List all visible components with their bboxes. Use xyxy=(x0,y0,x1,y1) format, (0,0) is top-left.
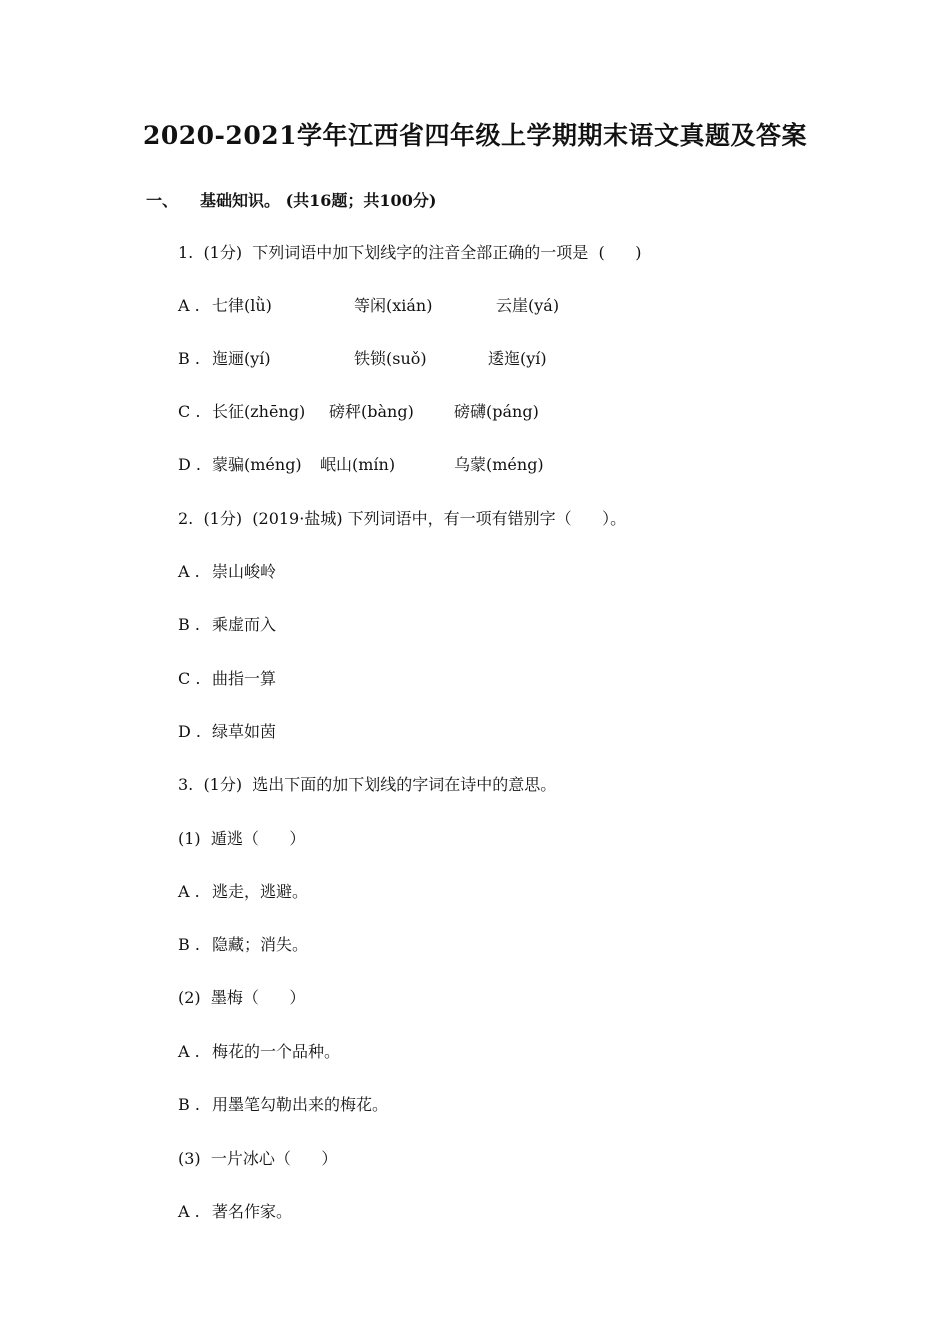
option-letter: D . xyxy=(178,722,201,741)
q1-stem: 1. (1分) 下列词语中加下划线字的注音全部正确的一项是 ( ) xyxy=(178,243,642,262)
option-letter: A . xyxy=(178,296,200,315)
option-word: 云崖(yá) xyxy=(496,296,560,315)
option-letter: C . xyxy=(178,402,201,421)
q3-sub1-option-b xyxy=(178,934,308,956)
q1-option-b xyxy=(178,348,778,370)
option-word: 长征(zhēng) xyxy=(212,402,306,421)
option-text: 逃走，逃避。 xyxy=(212,882,309,901)
q3-sub2-option-b xyxy=(178,1094,388,1116)
option-text: 著名作家。 xyxy=(212,1202,293,1221)
option-word: 铁锁(suǒ) xyxy=(354,349,427,368)
option-text: 隐藏；消失。 xyxy=(212,935,309,954)
q1-option-c xyxy=(178,401,778,423)
section-number: 一、 xyxy=(146,191,179,210)
q3-stem: 3. (1分) 选出下面的加下划线的字词在诗中的意思。 xyxy=(178,775,557,794)
option-letter: A . xyxy=(178,1202,200,1221)
option-letter: A . xyxy=(178,562,200,581)
option-text: 绿草如茵 xyxy=(212,722,277,741)
option-letter: D . xyxy=(178,455,201,474)
option-letter: B . xyxy=(178,615,200,634)
option-letter: B . xyxy=(178,349,200,368)
option-word: 磅秤(bàng) xyxy=(329,402,414,421)
option-letter: B . xyxy=(178,935,200,954)
option-word: 逶迤(yí) xyxy=(488,349,547,368)
option-letter: C . xyxy=(178,669,201,688)
option-letter: B . xyxy=(178,1095,200,1114)
q3-sub2-option-a xyxy=(178,1041,340,1063)
q1-option-a xyxy=(178,295,778,317)
q1-option-d xyxy=(178,454,778,476)
option-word: 七律(lǜ) xyxy=(212,296,272,315)
q2-option-b xyxy=(178,614,276,636)
q2-option-c xyxy=(178,668,276,690)
q3-sub1: (1) 遁逃（ ） xyxy=(178,829,306,848)
option-word: 等闲(xián) xyxy=(354,296,433,315)
q2-option-a xyxy=(178,561,276,583)
q3-sub1-option-a xyxy=(178,881,308,903)
option-letter: A . xyxy=(178,1042,200,1061)
option-letter: A . xyxy=(178,882,200,901)
option-text: 崇山峻岭 xyxy=(212,562,277,581)
option-text: 曲指一算 xyxy=(212,669,277,688)
q3-sub3: (3) 一片冰心（ ） xyxy=(178,1149,338,1168)
q2-option-d xyxy=(178,721,276,743)
section-heading xyxy=(146,188,436,211)
option-text: 用墨笔勾勒出来的梅花。 xyxy=(212,1095,389,1114)
document-title: 2020-2021学年江西省四年级上学期期末语文真题及答案 xyxy=(142,121,808,150)
option-word: 岷山(mín) xyxy=(320,455,396,474)
option-word: 磅礴(páng) xyxy=(454,402,539,421)
q2-stem: 2. (1分) (2019·盐城) 下列词语中，有一项有错别字（ ）。 xyxy=(178,509,627,528)
option-text: 梅花的一个品种。 xyxy=(212,1042,341,1061)
q3-sub2: (2) 墨梅（ ） xyxy=(178,988,306,1007)
option-word: 乌蒙(méng) xyxy=(454,455,544,474)
q3-sub3-option-a xyxy=(178,1201,292,1223)
option-word: 蒙骗(méng) xyxy=(212,455,302,474)
section-title: 基础知识。 (共16题；共100分) xyxy=(200,191,437,210)
option-word: 迤逦(yí) xyxy=(212,349,271,368)
option-text: 乘虚而入 xyxy=(212,615,277,634)
